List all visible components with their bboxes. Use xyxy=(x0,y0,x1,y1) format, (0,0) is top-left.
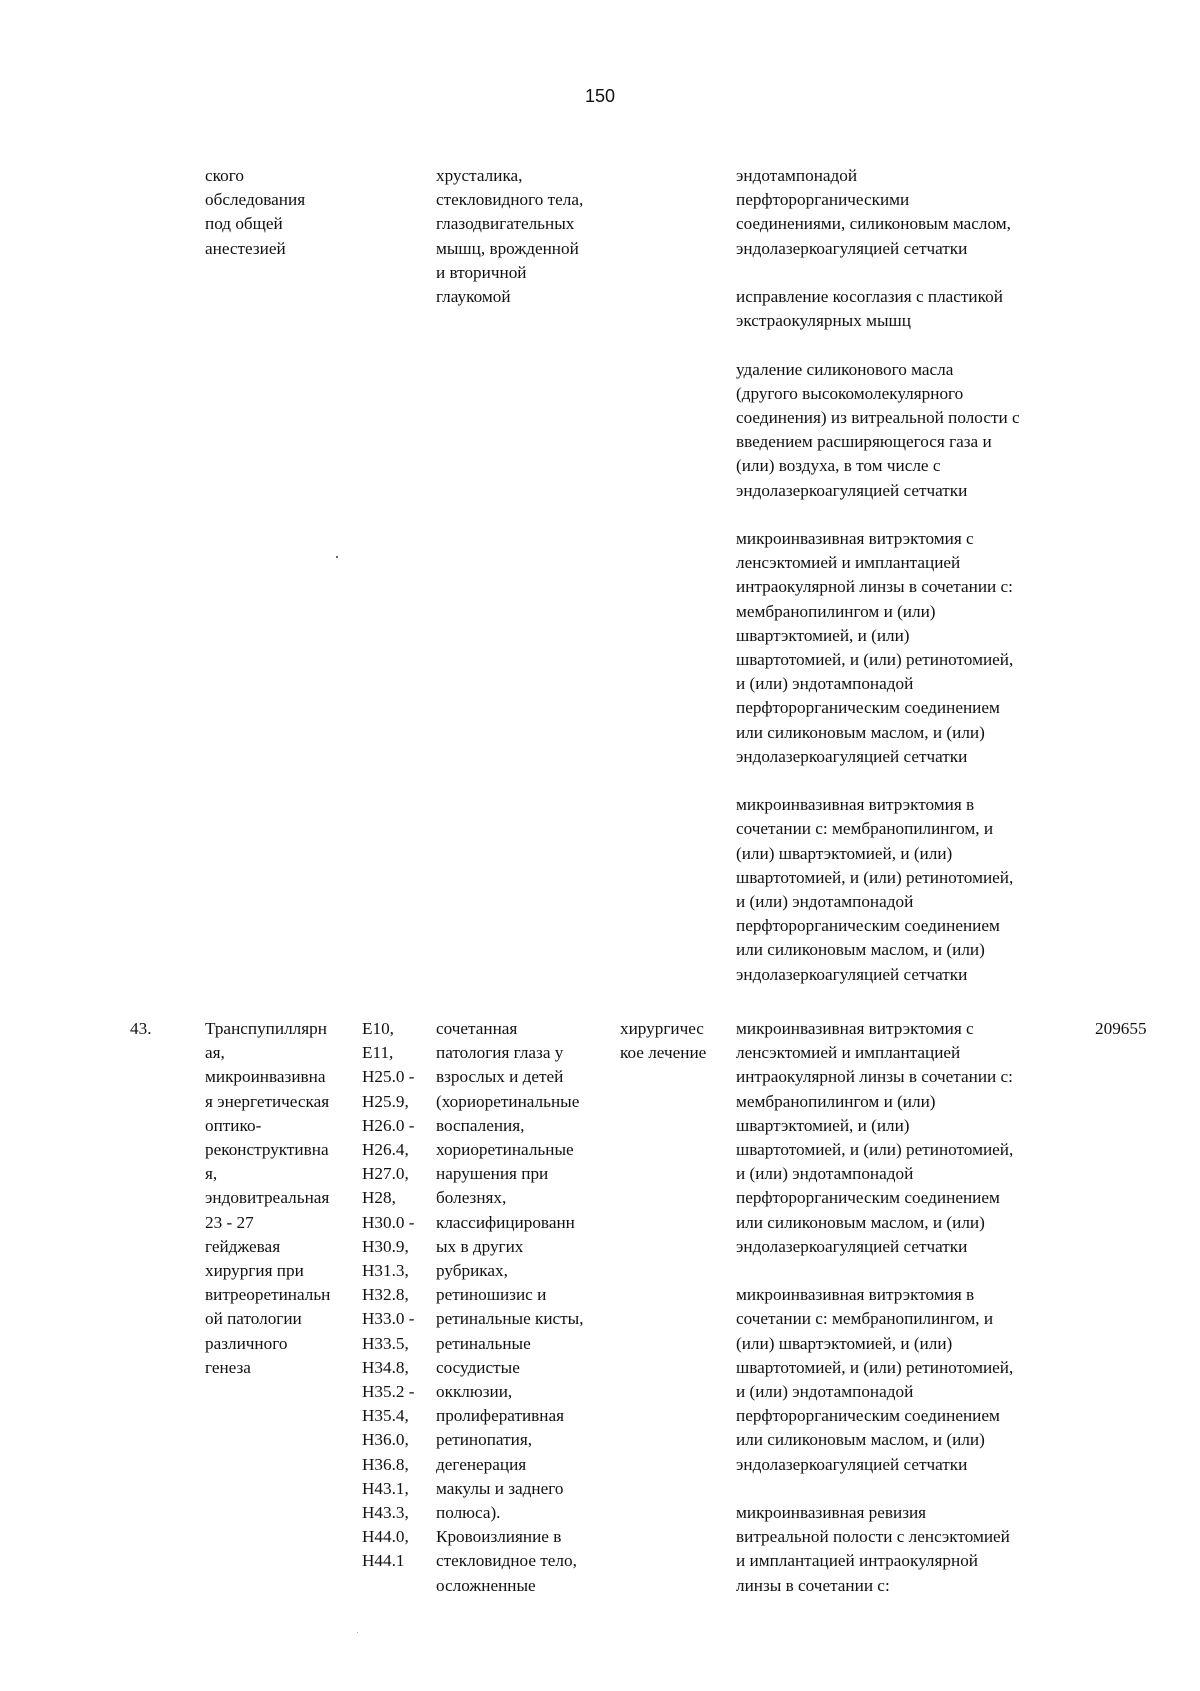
text-line: швартотомией, и (или) ретинотомией, xyxy=(736,867,1014,887)
text-line: ретинальные xyxy=(436,1333,531,1353)
text-line: глаукомой xyxy=(436,287,511,307)
text-line: H25.9, xyxy=(362,1091,409,1111)
text-line: эндолазеркоагуляцией сетчатки xyxy=(736,238,968,258)
text-line: H31.3, xyxy=(362,1261,409,1281)
text-line: (или) швартэктомией, и (или) xyxy=(736,843,953,863)
text-line: эндолазеркоагуляцией сетчатки xyxy=(736,480,968,500)
text-line: мембранопилингом и (или) xyxy=(736,1091,936,1111)
text-line: я, xyxy=(205,1164,218,1184)
text-line: или силиконовым маслом, и (или) xyxy=(736,1212,985,1232)
text-line: швартотомией, и (или) ретинотомией, xyxy=(736,1140,1014,1160)
row-treatment-column xyxy=(620,1017,706,1065)
text-line: микроинвазивная витрэктомия с xyxy=(736,1019,974,1038)
text-line: E10, xyxy=(362,1019,394,1038)
text-line: рубриках, xyxy=(436,1261,508,1281)
row-name-column xyxy=(205,1017,330,1380)
page-number: 150 xyxy=(584,86,616,106)
text-line: интраокулярной линзы в сочетании с: xyxy=(736,1067,1013,1087)
text-line: стекловидное тело, xyxy=(436,1551,577,1571)
text-line: эндолазеркоагуляцией сетчатки xyxy=(736,1236,968,1256)
text-line: E11, xyxy=(362,1043,394,1063)
text-line: эндолазеркоагуляцией сетчатки xyxy=(736,1454,968,1474)
text-line: ретинопатия, xyxy=(436,1430,533,1450)
text-line: 23 - 27 xyxy=(205,1212,254,1232)
text-line: перфторорганическим соединением xyxy=(736,916,1000,936)
text-line: перфторорганическим соединением xyxy=(736,698,1000,718)
text-line: я энергетическая xyxy=(205,1091,330,1111)
text-line: или силиконовым маслом, и (или) xyxy=(736,722,985,742)
text-line: H33.0 - xyxy=(362,1309,415,1329)
row-diagnosis-column xyxy=(436,1017,584,1598)
text-line: классифицированн xyxy=(436,1212,575,1232)
text-line: окклюзии, xyxy=(436,1382,513,1402)
cont-diagnosis-column xyxy=(436,164,583,309)
text-line: H25.0 - xyxy=(362,1067,415,1087)
text-line: хрусталика, xyxy=(436,166,523,185)
method-paragraph xyxy=(736,527,1020,769)
text-line: H27.0, xyxy=(362,1164,409,1184)
text-line: исправление косоглазия с пластикой xyxy=(736,287,1003,306)
text-line: (или) воздуха, в том числе с xyxy=(736,456,941,476)
text-line: (или) швартэктомией, и (или) xyxy=(736,1333,953,1353)
text-line: H43.1, xyxy=(362,1478,409,1498)
text-line: H30.9, xyxy=(362,1236,409,1256)
text-line: микроинвазивная витрэктомия в xyxy=(736,795,975,815)
text-line: дегенерация xyxy=(436,1454,527,1474)
text-line: и имплантацией интраокулярной xyxy=(736,1551,978,1571)
text-line: швартотомией, и (или) ретинотомией, xyxy=(736,650,1014,670)
text-line: H36.8, xyxy=(362,1454,409,1474)
text-line: гейджевая xyxy=(205,1236,281,1256)
text-line: макулы и заднего xyxy=(436,1478,564,1498)
text-line: микроинвазивна xyxy=(205,1067,326,1087)
text-line: перфторорганическими xyxy=(736,190,910,210)
text-line: микроинвазивная ревизия xyxy=(736,1503,927,1523)
text-line: реконструктивна xyxy=(205,1140,329,1160)
text-line: ленсэктомией и имплантацией xyxy=(736,1043,961,1063)
text-line: сочетании с: мембранопилингом, и xyxy=(736,819,994,839)
text-line: H44.0, xyxy=(362,1527,409,1547)
text-line: под общей xyxy=(205,214,283,234)
text-line: полюса). xyxy=(436,1503,501,1523)
text-line: болезнях, xyxy=(436,1188,507,1208)
text-line: ая, xyxy=(205,1043,225,1063)
cont-name-column xyxy=(205,164,305,261)
text-line: хирургия при xyxy=(205,1261,304,1281)
row-cost: 209655 xyxy=(1095,1019,1147,1038)
text-line: Транспупиллярн xyxy=(205,1019,327,1038)
text-line: швартотомией, и (или) ретинотомией, xyxy=(736,1357,1014,1377)
text-line: Кровоизлияние в xyxy=(436,1527,562,1547)
method-paragraph xyxy=(736,358,1020,503)
text-line: оптико- xyxy=(205,1115,262,1135)
text-line: H28, xyxy=(362,1188,396,1208)
text-line: стекловидного тела, xyxy=(436,190,584,210)
text-line: перфторорганическим соединением xyxy=(736,1188,1000,1208)
text-line: введением расширяющегося газа и xyxy=(736,432,992,452)
text-line: ского xyxy=(205,166,244,185)
text-line: пролиферативная xyxy=(436,1406,565,1426)
text-line: эндовитреальная xyxy=(205,1188,330,1208)
text-line: экстраокулярных мышц xyxy=(736,311,911,331)
text-line: H35.4, xyxy=(362,1406,409,1426)
method-paragraph xyxy=(736,1283,1013,1477)
text-line: H35.2 - xyxy=(362,1382,415,1402)
text-line: осложненные xyxy=(436,1575,536,1595)
text-line: удаление силиконового масла xyxy=(736,359,954,379)
text-line: глазодвигательных xyxy=(436,214,575,234)
text-line: H32.8, xyxy=(362,1285,409,1305)
text-line: кое лечение xyxy=(620,1043,707,1063)
text-line: нарушения при xyxy=(436,1164,549,1184)
text-line: анестезией xyxy=(205,238,286,258)
text-line: ых в других xyxy=(436,1236,524,1256)
text-line: H26.4, xyxy=(362,1140,409,1160)
text-line: и (или) эндотампонадой xyxy=(736,1382,914,1402)
text-line: или силиконовым маслом, и (или) xyxy=(736,1430,985,1450)
text-line: эндолазеркоагуляцией сетчатки xyxy=(736,746,968,766)
scan-speck xyxy=(357,1632,358,1633)
text-line: ой патологии xyxy=(205,1309,302,1329)
text-line: микроинвазивная витрэктомия с xyxy=(736,529,974,548)
text-line: швартэктомией, и (или) xyxy=(736,625,910,645)
text-line: интраокулярной линзы в сочетании с: xyxy=(736,577,1013,597)
text-line: воспаления, xyxy=(436,1115,525,1135)
text-line: генеза xyxy=(205,1357,251,1377)
text-line: или силиконовым маслом, и (или) xyxy=(736,940,985,960)
text-line: (другого высокомолекулярного xyxy=(736,383,964,403)
text-line: H43.3, xyxy=(362,1503,409,1523)
text-line: H33.5, xyxy=(362,1333,409,1353)
text-line: мембранопилингом и (или) xyxy=(736,601,936,621)
text-line: и (или) эндотампонадой xyxy=(736,892,914,912)
text-line: ретиношизис и xyxy=(436,1285,547,1305)
text-line: соединения) из витреальной полости с xyxy=(736,408,1020,427)
text-line: эндолазеркоагуляцией сетчатки xyxy=(736,964,968,984)
text-line: H30.0 - xyxy=(362,1212,415,1232)
row-codes-column xyxy=(362,1017,415,1574)
method-paragraph xyxy=(736,1017,1013,1259)
method-paragraph xyxy=(736,164,1020,261)
text-line: линзы в сочетании с: xyxy=(736,1575,890,1595)
text-line: H26.0 - xyxy=(362,1115,415,1135)
text-line: H34.8, xyxy=(362,1357,409,1377)
text-line: хориоретинальные xyxy=(436,1140,574,1160)
text-line: H36.0, xyxy=(362,1430,409,1450)
cont-methods-column xyxy=(736,164,1020,987)
text-line: H44.1 xyxy=(362,1551,405,1571)
text-line: микроинвазивная витрэктомия в xyxy=(736,1285,975,1305)
text-line: сосудистые xyxy=(436,1357,520,1377)
scan-speck xyxy=(336,556,338,558)
text-line: витреоретинальн xyxy=(205,1285,331,1305)
text-line: (хориоретинальные xyxy=(436,1091,580,1111)
text-line: различного xyxy=(205,1333,288,1353)
text-line: хирургичес xyxy=(620,1019,704,1038)
text-line: витреальной полости с ленсэктомией xyxy=(736,1527,1010,1547)
text-line: взрослых и детей xyxy=(436,1067,564,1087)
text-line: перфторорганическим соединением xyxy=(736,1406,1000,1426)
text-line: обследования xyxy=(205,190,306,210)
text-line: соединениями, силиконовым маслом, xyxy=(736,214,1011,234)
method-paragraph xyxy=(736,793,1020,987)
row-methods-column xyxy=(736,1017,1013,1598)
method-paragraph xyxy=(736,1501,1013,1598)
text-line: мышц, врожденной xyxy=(436,238,579,258)
text-line: и (или) эндотампонадой xyxy=(736,674,914,694)
text-line: швартэктомией, и (или) xyxy=(736,1115,910,1135)
text-line: эндотампонадой xyxy=(736,166,858,185)
text-line: ретинальные кисты, xyxy=(436,1309,584,1329)
text-line: патология глаза у xyxy=(436,1043,564,1063)
text-line: сочетанная xyxy=(436,1019,518,1038)
text-line: ленсэктомией и имплантацией xyxy=(736,553,961,573)
text-line: и (или) эндотампонадой xyxy=(736,1164,914,1184)
text-line: сочетании с: мембранопилингом, и xyxy=(736,1309,994,1329)
method-paragraph xyxy=(736,285,1020,333)
text-line: и вторичной xyxy=(436,262,527,282)
row-number: 43. xyxy=(130,1019,152,1038)
